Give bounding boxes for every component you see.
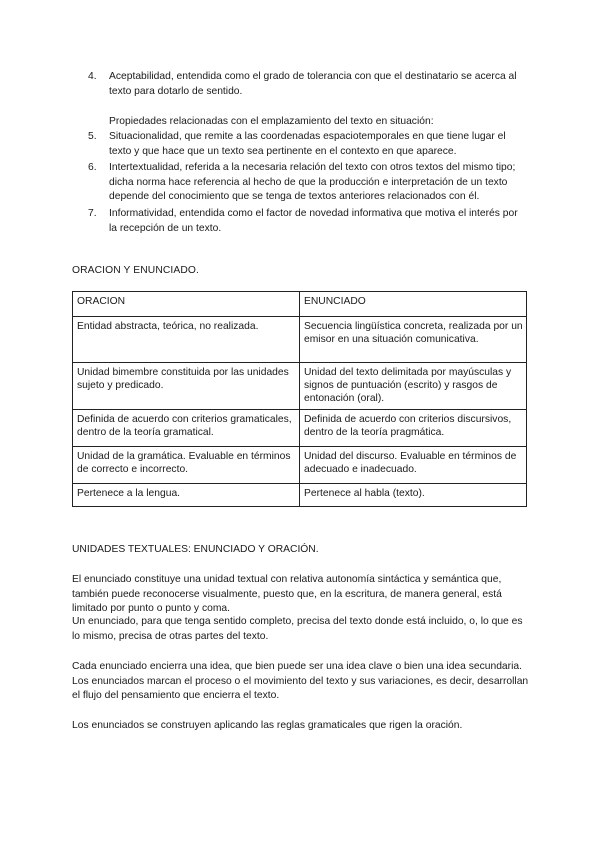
table-row xyxy=(73,447,527,484)
list-item xyxy=(88,70,528,99)
list-item-number: 4. xyxy=(88,71,97,82)
paragraph: El enunciado constituye una unidad textual con relativa autonomía sintáctica y semántica que, también puede reconocerse visualmente, puesto que, en la escritura, de manera general, está limitado por punto o punto y coma. xyxy=(72,574,502,615)
table-row xyxy=(73,363,527,410)
list-item xyxy=(88,130,528,159)
table-cell: Definida de acuerdo con criterios gramaticales, dentro de la teoría gramatical. xyxy=(73,410,300,447)
list-item-text: Situacionalidad, que remite a las coordenadas espaciotemporales en que tiene lugar el texto y que hace que un texto sea pertinente en el contexto en que aparece. xyxy=(109,131,506,157)
paragraph: Un enunciado, para que tenga sentido completo, precisa del texto donde está incluido, o, lo que es lo mismo, precisa de otras partes del texto. xyxy=(72,616,523,642)
list-item-text: Aceptabilidad, entendida como el grado de tolerancia con que el destinatario se acerca al texto para dotarlo de sentido. xyxy=(109,71,517,97)
table-header-cell: ENUNCIADO xyxy=(300,292,527,317)
list-item-text: Intertextualidad, referida a la necesaria relación del texto con otros textos del mismo tipo; dicha norma hace referencia al hecho de que la producción e interpretación de un texto depende del conocimiento que se tenga de textos anteriores relacionados con él. xyxy=(109,162,516,203)
table-cell: Entidad abstracta, teórica, no realizada. xyxy=(73,317,300,363)
table-header-row xyxy=(73,292,527,317)
section-title-oracion-enunciado: ORACION Y ENUNCIADO. xyxy=(72,265,199,276)
table-cell: Pertenece a la lengua. xyxy=(73,484,300,507)
table-cell: Unidad del discurso. Evaluable en términos de adecuado e inadecuado. xyxy=(300,447,527,484)
table-header-cell: ORACION xyxy=(73,292,300,317)
numbered-list-part1 xyxy=(88,70,528,101)
numbered-list-part2 xyxy=(88,130,528,238)
table-row xyxy=(73,410,527,447)
table-cell: Unidad de la gramática. Evaluable en términos de correcto e incorrecto. xyxy=(73,447,300,484)
section-title-unidades-textuales: UNIDADES TEXTUALES: ENUNCIADO Y ORACIÓN. xyxy=(72,544,319,555)
paragraph: Cada enunciado encierra una idea, que bien puede ser una idea clave o bien una idea secundaria. Los enunciados marcan el proceso o el movimiento del texto y sus variaciones, es decir, desarrollan el flujo del pensamiento que encierra el texto. xyxy=(72,661,529,702)
table-row xyxy=(73,484,527,507)
comparison-table xyxy=(72,291,527,507)
list-item-text: Informatividad, entendida como el factor de novedad informativa que motiva el interés por la recepción de un texto. xyxy=(109,207,518,234)
table-cell: Secuencia lingüística concreta, realizada por un emisor en una situación comunicativa. xyxy=(300,317,527,363)
list-intro-text: Propiedades relacionadas con el emplazamiento del texto en situación: xyxy=(109,116,434,127)
table-cell: Unidad del texto delimitada por mayúsculas y signos de puntuación (escrito) y rasgos de entonación (oral). xyxy=(300,363,527,410)
table-cell: Unidad bimembre constituida por las unidades sujeto y predicado. xyxy=(73,363,300,410)
list-item xyxy=(88,207,528,236)
list-item-number: 5. xyxy=(88,131,97,142)
list-item-number: 7. xyxy=(88,207,97,219)
table-cell: Definida de acuerdo con criterios discursivos, dentro de la teoría pragmática. xyxy=(300,410,527,447)
table-row xyxy=(73,317,527,363)
table-cell: Pertenece al habla (texto). xyxy=(300,484,527,507)
paragraph: Los enunciados se construyen aplicando las reglas gramaticales que rigen la oración. xyxy=(72,720,463,731)
list-item xyxy=(88,161,528,205)
list-item-number: 6. xyxy=(88,162,97,174)
